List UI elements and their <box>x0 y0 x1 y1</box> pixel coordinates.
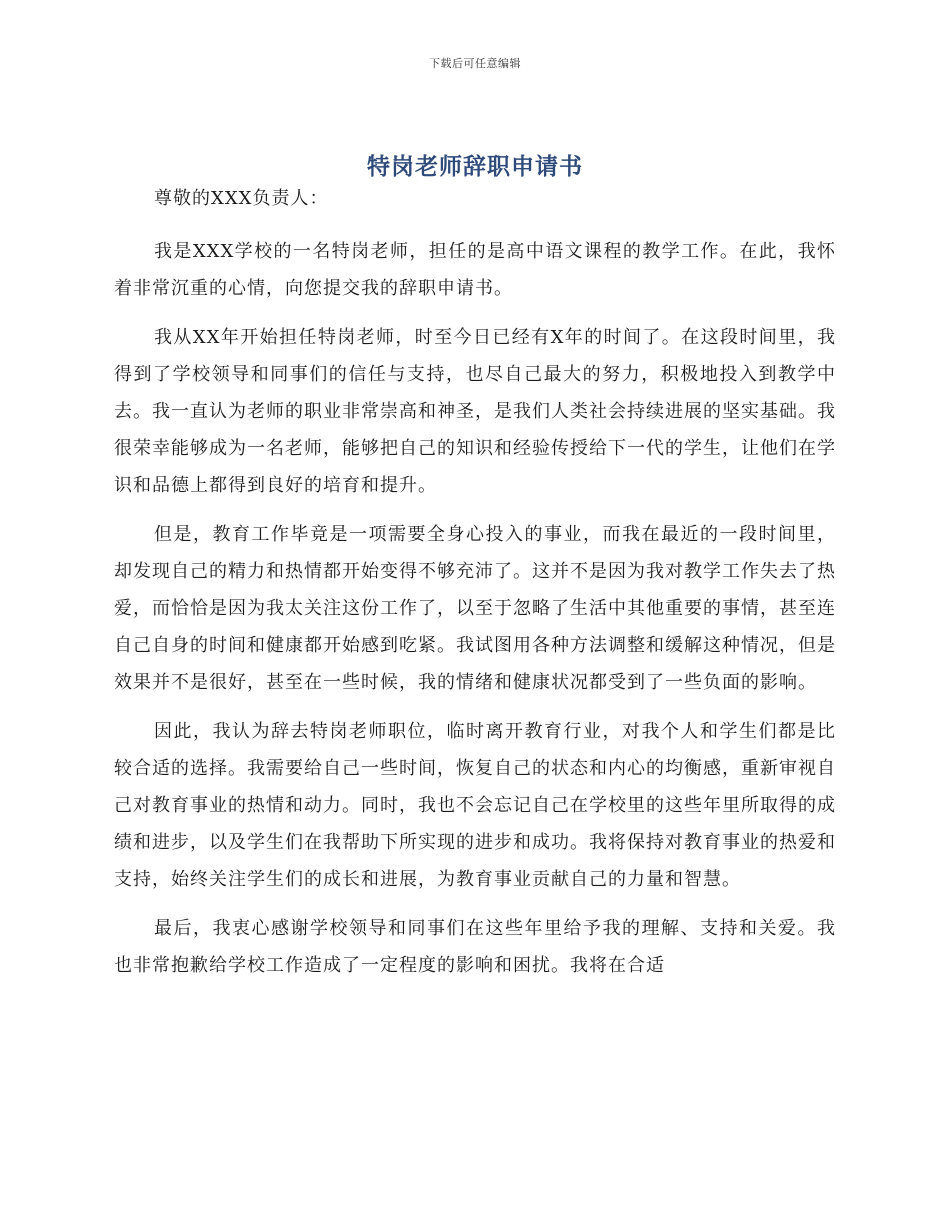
salutation: 尊敬的XXX负责人： <box>154 188 329 209</box>
header-note: 下载后可任意编辑 <box>429 57 521 70</box>
paragraph-1: 我是XXX学校的一名特岗老师，担任的是高中语文课程的教学工作。在此，我怀着非常沉重的心情，向您提交我的辞职申请书。 <box>114 241 836 299</box>
paragraph-4: 因此，我认为辞去特岗老师职位，临时离开教育行业，对我个人和学生们都是比较合适的选择。我需要给自己一些时间，恢复自己的状态和内心的均衡感，重新审视自己对教育事业的热情和动力。同时，我也不会忘记自己在学校里的这些年里所取得的成绩和进步，以及学生们在我帮助下所实现的进步和成功。我将保持对教育事业的热爱和支持，始终关注学生们的成长和进展，为教育事业贡献自己的力量和智慧。 <box>114 721 836 890</box>
paragraph-2: 我从XX年开始担任特岗老师，时至今日已经有X年的时间了。在这段时间里，我得到了学校领导和同事们的信任与支持，也尽自己最大的努力，积极地投入到教学中去。我一直认为老师的职业非常崇高和神圣，是我们人类社会持续进展的坚实基础。我很荣幸能够成为一名老师，能够把自己的知识和经验传授给下一代的学生，让他们在学识和品德上都得到良好的培育和提升。 <box>114 327 836 496</box>
paragraph-5: 最后，我衷心感谢学校领导和同事们在这些年里给予我的理解、支持和关爱。我也非常抱歉给学校工作造成了一定程度的影响和困扰。我将在合适 <box>114 918 836 976</box>
paragraph-3: 但是，教育工作毕竟是一项需要全身心投入的事业，而我在最近的一段时间里，却发现自己的精力和热情都开始变得不够充沛了。这并不是因为我对教学工作失去了热爱，而恰恰是因为我太关注这份工作了，以至于忽略了生活中其他重要的事情，甚至连自己自身的时间和健康都开始感到吃紧。我试图用各种方法调整和缓解这种情况，但是效果并不是很好，甚至在一些时候，我的情绪和健康状况都受到了一些负面的影响。 <box>114 524 836 693</box>
document-title: 特岗老师辞职申请书 <box>367 154 583 180</box>
document-body <box>114 180 836 996</box>
